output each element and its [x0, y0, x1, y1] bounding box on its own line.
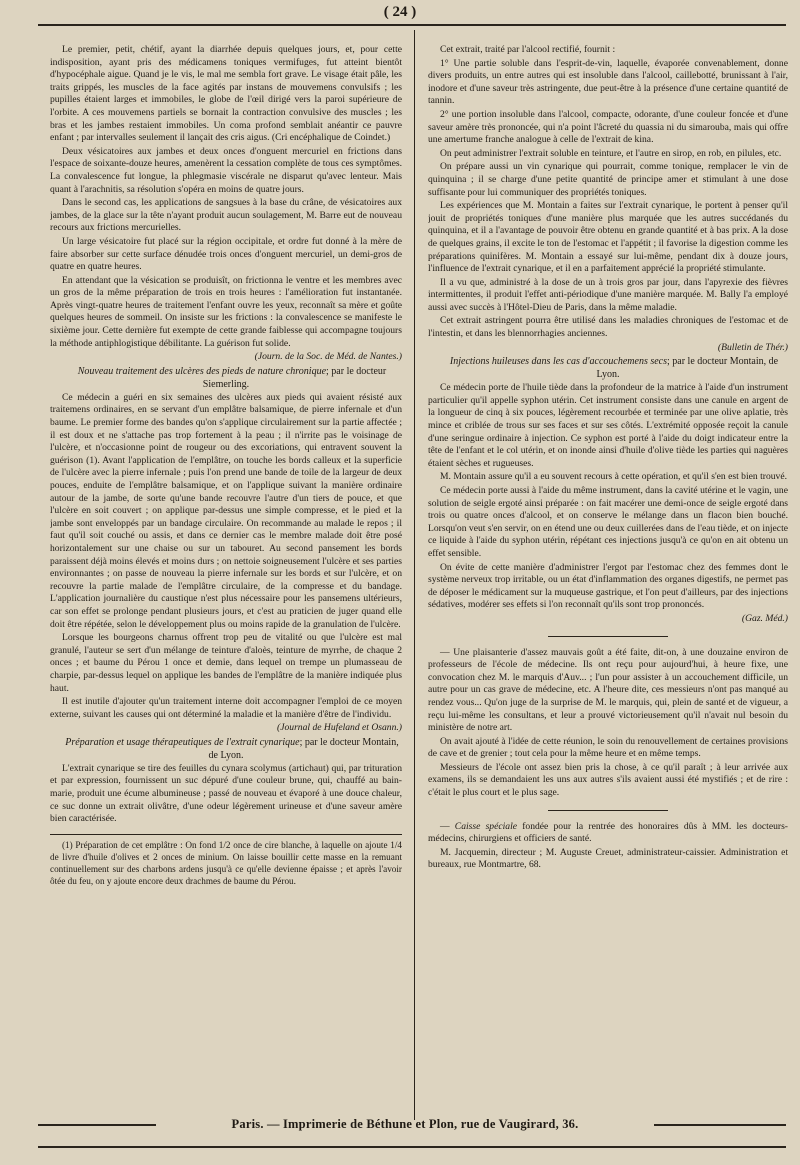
footnote: (1) Préparation de cet emplâtre : On fond 1/2 once de cire blanche, à laquelle on ajoute 1/4 de livre d'huile d'olives et 2 onces de minium. On laisse bouillir cette masse en la remuant continuellement sur des charbons ardens jusqu'à ce qu'elle devienne épaisse ; et après l'avoir ôtée du feu, on y ajoute encore deux drachmes de baume du Pérou.: [50, 839, 402, 886]
paragraph: Dans le second cas, les applications de sangsues à la base du crâne, de vésicatoires aux jambes, de la glace sur la tête n'ayant produit aucun soulagement, M. Barre eut de nouveau recours aux frictions mercurielles.: [50, 197, 402, 234]
paragraph: Lorsque les bourgeons charnus offrent trop peu de vitalité ou que l'ulcère est mal granulé, l'auteur se sert d'un mélange de teinture d'aloès, teinture de myrrhe, de chaque 2 onces ; et baume du Pérou 1 once et demie, dans lequel on trempe un plumasseau de charpie, par-dessus lequel on applique les bandes de l'emplâtre de la manière indiquée plus haut.: [50, 632, 402, 694]
bottom-rule: [38, 1146, 786, 1148]
paragraph: On évite de cette manière d'administrer l'ergot par l'estomac chez des femmes dont le système nerveux trop irritable, ou un état d'inflammation des organes digestifs, ne permet pas de déposer le médicament sur la muqueuse gastrique, et l'on peut d'ailleurs, par des injections sédatives, modérer ses effets si l'on reconnaît qu'ils sont trop prononcés.: [428, 561, 788, 611]
paragraph: On peut administrer l'extrait soluble en teinture, et l'autre en sirop, en rob, en pilules, etc.: [440, 147, 782, 159]
article-heading: [50, 365, 402, 391]
page-number: ( 24 ): [383, 4, 417, 20]
article-author: ; par le docteur Montain, de Lyon.: [208, 736, 399, 761]
paragraph: 1° Une partie soluble dans l'esprit-de-vin, laquelle, évaporée convenablement, donne divers produits, un entre autres qui est insoluble dans l'alcool, caillebotté, brunissant à l'air, inodore et d'une saveur très astringente, due peut-être à la présence d'une certaine quantité de tannin.: [428, 57, 788, 107]
paragraph: L'extrait cynarique se tire des feuilles du cynara scolymus (artichaut) qui, par trituration et par expression, fournissent un suc dépuré d'une couleur brune, qui, chauffé au bain-marie, produit une écume albumineuse ; passé de nouveau et évaporé à une douce chaleur, ce suc donne un extrait olivâtre, d'une odeur légèrement urineuse et d'une saveur amère bien caractérisée.: [50, 762, 402, 825]
paragraph: Il est inutile d'ajouter qu'un traitement interne doit accompagner l'emploi de ce moyen externe, suivant les causes qui ont déterminé la maladie et la manière d'être de l'individu.: [50, 696, 402, 720]
source-citation: (Gaz. Méd.): [741, 612, 788, 624]
notice-title: Caisse spéciale: [454, 820, 518, 832]
article-title: Préparation et usage thérapeutiques de l'extrait cynarique: [65, 736, 300, 748]
article-heading: [428, 355, 788, 381]
article-title: Nouveau traitement des ulcères des pieds de nature chronique: [77, 365, 327, 377]
paragraph: Les expériences que M. Montain a faites sur l'extrait cynarique, le portent à penser qu'il jouit de propriétés toniques d'une manière plus marquée que les autres succédanés du quinquina, et il a l'avantage de pouvoir être obtenu en grande quantité et à bas prix. A la dose de quelques grains, il excite le ton de l'estomac et l'appétit ; il favorise la digestion comme les préparations quinifères. M. Montain a essayé sur lui-même, pendant dix à douze jours, l'influence de l'extrait cynarique, et il en a parfaitement apprécié la propriété stimulante.: [428, 200, 788, 275]
article-heading: [50, 736, 402, 762]
source-citation: (Journal de Hufeland et Osann.): [277, 722, 402, 734]
left-column: [50, 44, 402, 1069]
paragraph: En attendant que la vésication se produisît, on frictionna le ventre et les membres avec un gros de la même préparation de trois en trois heures : l'amélioration fut instantanée. Après vingt-quatre heures de traitement l'enfant ouvre les yeux, reconnaît sa mère et goûte quelques heures de sommeil. On insiste sur les frictions : la convalescence se manifeste le sixième jour. Cette dernière fut exempte de cette grande faiblesse qui accompagne toujours la méthode antiphlogistique débilitante. La guérison fut solide.: [50, 274, 402, 349]
section-rule: [548, 636, 668, 637]
notice-text: fondée pour la rentrée des honoraires dûs à MM. les docteurs-médecins, chirurgiens et officiers de santé.: [428, 820, 788, 845]
column-divider: [414, 30, 415, 1120]
notice-paragraph: — Caisse spéciale fondée pour la rentrée des honoraires dûs à MM. les docteurs-médecins, chirurgiens et officiers de santé.: [428, 820, 788, 845]
article-author: ; par le docteur Siemerling.: [202, 365, 387, 390]
paragraph: Deux vésicatoires aux jambes et deux onces d'onguent mercuriel en frictions dans l'espace de soixante-douze heures, amenèrent la cessation complète de tous ces symptômes. La convalescence fut longue, la phlegmasie viscérale ne disparut qu'avec lenteur. Mais quant à l'arachnitis, sa résolution s'opéra en moins de quatre jours.: [50, 145, 402, 195]
paragraph: Cet extrait, traité par l'alcool rectifié, fournit :: [440, 44, 616, 55]
printer-imprint: Paris. — Imprimerie de Béthune et Plon, rue de Vaugirard, 36.: [231, 1117, 579, 1131]
paragraph: Messieurs de l'école ont assez bien pris la chose, à ce qu'il paraît ; à leur arrivée aux examens, ils se demandaient les uns aux autres s'ils avaient aussi été mystifiés ; et de rire : c'était le plus court et le plus sage.: [428, 761, 788, 799]
paragraph: Cet extrait astringent pourra être utilisé dans les maladies chroniques de l'estomac et de l'intestin, et dans les blennorrhagies anciennes.: [428, 315, 788, 340]
paragraph: 2° une portion insoluble dans l'alcool, compacte, odorante, d'une couleur foncée et d'une saveur amère très prononcée, qui n'a point l'âcreté du quassia ni du simarouba, mais qui offre une amertume franche analogue à celle de l'extrait de kina.: [428, 108, 788, 146]
top-rule: [38, 24, 786, 26]
imprint-rule-left: [38, 1124, 156, 1126]
article-title: Injections huileuses dans les cas d'accouchemens secs: [449, 356, 667, 368]
footnote-separator: [50, 834, 402, 835]
paragraph: Un large vésicatoire fut placé sur la région occipitale, et ordre fut donné à la mère de faire absorber sur cette surface dénudée trois onces d'onguent mercuriel, un demi-gros de quatre en quatre heures.: [50, 235, 402, 273]
imprint-rule-right: [654, 1124, 786, 1126]
article-author: ; par le docteur Montain, de Lyon.: [596, 356, 779, 381]
paragraph: Il a vu que, administré à la dose de un à trois gros par jour, dans l'apyrexie des fièvres intermittentes, il produit l'effet anti-périodique d'une manière marquée. M. Bally l'a employé aussi avec succès à l'Hôtel-Dieu de Paris, dans la même maladie.: [428, 276, 788, 313]
paragraph: — Une plaisanterie d'assez mauvais goût a été faite, dit-on, à une douzaine environ de professeurs de l'école de médecine. Ils ont reçu pour aujourd'hui, à heure fixe, une convocation chez M. le marquis d'Auv... ; l'un pour assister à un accouchement difficile, un autre pour un cas grave de médecine, etc. A l'heure dite, ces messieurs n'ont pas manqué au rendez vous... Qu'on juge de la surprise de M. le marquis, qui, plein de santé et de vigueur, a reçu lui-même les consultans, et leur a prouvé victorieusement qu'il n'avait nul besoin du ministère de notre art.: [428, 646, 788, 734]
paragraph: Le premier, petit, chétif, ayant la diarrhée depuis quelques jours, et, pour cette indisposition, ayant pris des médicamens toniques vermifuges, fut atteint bientôt d'hypocéphale aigue. Quand je le vis, le mal me sembla fort grave. Le visage était pâle, les traits grippés, les muscles de la face agités par instans de mouvemens convulsifs ; les pupilles étaient larges et immobiles, le globe de l'œil dirigé vers la paroi supérieure de l'orbite. A ces mouvemens partiels se bornait la contraction convulsive des muscles ; les bras et les jambes restaient immobiles. Un coma profond semblait anéantir ce pauvre enfant ; par intervalles seulement il lançait des cris aigus. (Cri encéphalique de Coindet.): [50, 44, 402, 144]
section-rule: [548, 810, 668, 811]
paragraph: Ce médecin a guéri en six semaines des ulcères aux pieds qui avaient résisté aux traitemens ordinaires, en se servant d'un emplâtre balsamique, de pierre infernale et d'un baume. Le premier forme des bandes qu'on s'applique circulairement sur la partie affectée ; il est doux et ne s'attache pas trop fortement à la peau ; il n'irrite pas le voisinage de l'ulcère, et n'occasionne point de rougeur ou des excoriations, qui entravent souvent la guérison (1). Avant l'application de l'emplâtre, on touche les bords calleux et la superficie de l'ulcère avec la pierre infernale ; puis l'on prend une bande de toile de la largeur de deux pouces, enduite de l'emplâtre balsamique, et on l'applique suivant la manière ordinaire autour de la jambe, de sorte qu'une bande recouvre l'autre d'un tiers de pouce, et que l'ulcère en soit couvert ; on applique par-dessus une simple compresse, et le pied et la jambe sont enveloppés par un bandage circulaire. On recommande au malade le repos ; il faut qu'il soit couché ou assis, et dans ce dernier cas le membre malade doit être posé horizontalement sur une chaise ou sur un tabouret. Au second pansement les bords paraissent déjà moins élevés et moins durs ; on nettoie soigneusement l'ulcère et ses parties environnantes ; on passe de nouveau la pierre infernale sur les bords et sur l'ulcère, et on recouvre la partie malade de l'emplâtre circulaire, de la compresse et du bandage. L'application journalière du caustique n'est plus nécessaire pour les pansemens ultérieurs, car son effet se prolonge pendant plusieurs jours, et c'est au praticien de juger quand elle doit être répétée, selon le développement plus ou moins rapide de la granulation de l'ulcère.: [50, 391, 402, 630]
paragraph: On avait ajouté à l'idée de cette réunion, le soin du renouvellement de certaines provisions de cave et de grenier ; tout cela pour la même heure et en même temps.: [428, 735, 788, 760]
paragraph: Ce médecin porte aussi à l'aide du même instrument, dans la cavité utérine et le vagin, une solution de seigle ergoté ainsi préparée : on fait macérer une demi-once de seigle ergoté dans trois ou quatre onces d'alcool, et on conserve le mélange dans un flacon bien bouché. Lorsqu'on veut s'en servir, on en étend une ou deux cuillerées dans de l'eau tiède, et on injecte ce liquide à l'aide du syphon utérin, répétant ces injections jusqu'à ce qu'on en ait obtenu un effet sensible.: [428, 485, 788, 559]
right-column: [428, 44, 788, 1069]
paragraph: M. Montain assure qu'il a eu souvent recours à cette opération, et qu'il s'en est bien trouvé.: [440, 471, 788, 483]
source-citation: (Bulletin de Thér.): [717, 341, 788, 353]
paragraph: M. Jacquemin, directeur ; M. Auguste Creuet, administrateur-caissier. Administration et bureaux, rue Montmartre, 68.: [428, 846, 788, 871]
paragraph: Ce médecin porte de l'huile tiède dans la profondeur de la matrice à l'aide d'un instrument particulier qu'il appelle syphon utérin. Cet instrument consiste dans une canule en argent de la longueur de cinq à six pouces, légèrement recourbée et terminée par une olive aplatie, très mince et criblée de trous sur ses faces et sur ses côtés. L'extrémité opposée reçoit la canule d'une seringue ordinaire à injection. Ce syphon est porté à l'aide du doigt indicateur entre la tête de l'enfant et le col utérin, et on inonde ainsi d'huile d'olive tiède les parties qui naguères étaient sèches et rugueuses.: [428, 382, 788, 469]
paragraph: On prépare aussi un vin cynarique qui pourrait, comme tonique, remplacer le vin de quinquina ; il se charge d'une petite quantité de principe amer et stimulant à une dose suffisante pour lui communiquer des propriétés toniques.: [428, 161, 788, 198]
source-citation: (Journ. de la Soc. de Méd. de Nantes.): [254, 351, 402, 363]
